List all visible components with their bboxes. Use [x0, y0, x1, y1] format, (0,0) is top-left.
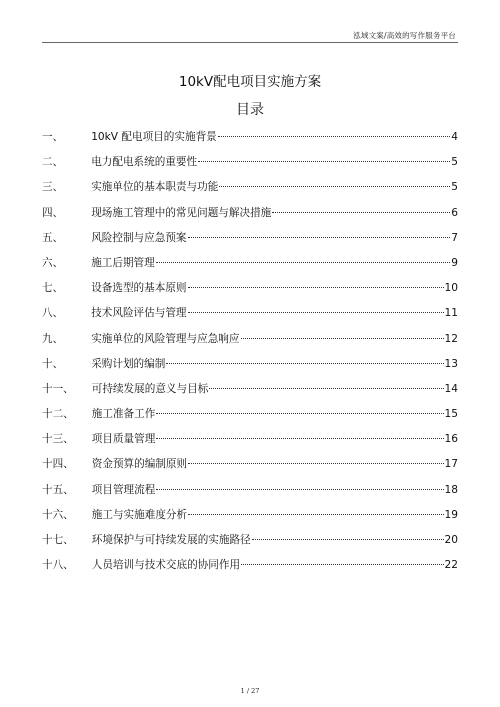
- toc-entry-title: 环境保护与可持续发展的实施路径: [91, 534, 251, 546]
- document-title: 10kV配电项目实施方案: [178, 74, 322, 90]
- toc-dot-leader: [156, 438, 443, 439]
- toc-entry-page: 22: [444, 559, 458, 572]
- toc-entry[interactable]: [42, 152, 458, 177]
- toc-dot-leader: [241, 564, 443, 565]
- toc-entry-page: 14: [444, 382, 458, 395]
- toc-entry-page: 16: [444, 433, 458, 446]
- toc-dot-leader: [252, 539, 444, 540]
- toc-entry-title: 施工后期管理: [91, 256, 155, 269]
- toc-entry-number: 三、: [42, 181, 64, 194]
- toc-entry-title: 实施单位的风险管理与应急响应: [91, 332, 240, 345]
- toc-entry[interactable]: [42, 303, 458, 328]
- toc-heading: 目录: [236, 102, 264, 118]
- toc-entry-page: 11: [444, 307, 458, 320]
- toc-entry[interactable]: [42, 177, 458, 202]
- toc-entry-number: 七、: [42, 282, 64, 295]
- toc-entry-title: 采购计划的编制: [91, 357, 166, 370]
- toc-entry-page: 18: [444, 483, 458, 496]
- toc-dot-leader: [218, 136, 450, 137]
- toc-entry-page: 5: [451, 181, 458, 194]
- toc-entry-title: 可持续发展的意义与目标: [91, 382, 209, 395]
- toc-entry-title: 设备选型的基本原则: [91, 282, 187, 295]
- toc-entry-title: 施工与实施难度分析: [91, 508, 188, 521]
- page-indicator: 1 / 27: [240, 687, 260, 695]
- toc-entry-title: 项目管理流程: [91, 483, 156, 496]
- toc-entry-page: 5: [451, 156, 458, 169]
- toc-dot-leader: [188, 237, 451, 238]
- toc-entry[interactable]: [42, 555, 458, 580]
- toc-dot-leader: [188, 463, 443, 464]
- toc-entry[interactable]: [42, 253, 458, 278]
- table-of-contents: [42, 127, 458, 580]
- toc-entry-number: 八、: [42, 307, 64, 320]
- toc-entry[interactable]: [42, 329, 458, 354]
- header-note: 泓域文案/高效的写作服务平台: [353, 31, 456, 40]
- toc-entry-number: 十六、: [42, 508, 74, 521]
- toc-dot-leader: [188, 514, 443, 515]
- toc-dot-leader: [209, 388, 443, 389]
- toc-entry-page: 6: [451, 206, 458, 219]
- toc-entry-page: 4: [451, 131, 458, 143]
- toc-entry-page: 15: [444, 408, 458, 421]
- toc-entry-page: 20: [444, 534, 458, 546]
- toc-entry[interactable]: [42, 530, 458, 555]
- toc-dot-leader: [272, 212, 450, 213]
- toc-entry-number: 九、: [42, 332, 64, 345]
- toc-entry-page: 19: [444, 508, 458, 521]
- toc-entry[interactable]: [42, 228, 458, 253]
- toc-entry-number: 二、: [42, 156, 64, 169]
- toc-dot-leader: [219, 186, 450, 187]
- toc-entry-title: 实施单位的基本职责与功能: [91, 181, 219, 194]
- toc-entry-number: 十五、: [42, 483, 74, 496]
- toc-entry-number: 五、: [42, 231, 64, 244]
- toc-dot-leader: [188, 312, 444, 313]
- toc-entry[interactable]: [42, 429, 458, 454]
- toc-entry-page: 17: [444, 458, 458, 471]
- toc-entry-page: 9: [451, 256, 458, 269]
- toc-dot-leader: [188, 287, 444, 288]
- toc-entry-title: 风险控制与应急预案: [91, 231, 187, 244]
- toc-entry[interactable]: [42, 480, 458, 505]
- toc-entry[interactable]: [42, 505, 458, 530]
- toc-entry-title: 技术风险评估与管理: [91, 307, 187, 320]
- toc-entry[interactable]: [42, 404, 458, 429]
- toc-entry[interactable]: [42, 203, 458, 228]
- toc-entry-title: 人员培训与技术交底的协同作用: [91, 559, 241, 572]
- toc-entry-title: 电力配电系统的重要性: [91, 156, 198, 169]
- toc-entry-title: 施工准备工作: [91, 408, 156, 421]
- toc-entry-number: 十四、: [42, 458, 74, 471]
- toc-entry-number: 十、: [42, 357, 64, 370]
- toc-dot-leader: [156, 489, 443, 490]
- toc-entry-number: 十三、: [42, 433, 74, 446]
- toc-dot-leader: [156, 262, 451, 263]
- toc-entry-number: 十二、: [42, 408, 74, 421]
- toc-dot-leader: [156, 413, 443, 414]
- toc-entry-number: 十一、: [42, 382, 74, 395]
- toc-entry-page: 10: [444, 282, 458, 295]
- toc-entry[interactable]: [42, 127, 458, 152]
- toc-dot-leader: [166, 363, 443, 364]
- toc-entry-page: 7: [451, 231, 458, 244]
- toc-entry-title: 项目质量管理: [91, 433, 156, 446]
- toc-entry-number: 十七、: [42, 534, 74, 546]
- toc-entry-number: 四、: [42, 206, 64, 219]
- toc-dot-leader: [241, 338, 444, 339]
- toc-entry-page: 12: [444, 332, 458, 345]
- header-rule: [42, 42, 458, 43]
- toc-entry-number: 六、: [42, 256, 64, 269]
- toc-dot-leader: [198, 161, 450, 162]
- toc-entry-title: 资金预算的编制原则: [91, 458, 188, 471]
- toc-entry[interactable]: [42, 278, 458, 303]
- toc-entry[interactable]: [42, 454, 458, 479]
- toc-entry-title: 现场施工管理中的常见问题与解决措施: [91, 206, 272, 219]
- toc-entry-number: 一、: [42, 131, 64, 143]
- toc-entry-title: 10kV 配电项目的实施背景: [91, 131, 217, 143]
- toc-entry-page: 13: [444, 357, 458, 370]
- toc-entry[interactable]: [42, 354, 458, 379]
- toc-entry[interactable]: [42, 379, 458, 404]
- toc-entry-number: 十八、: [42, 559, 74, 572]
